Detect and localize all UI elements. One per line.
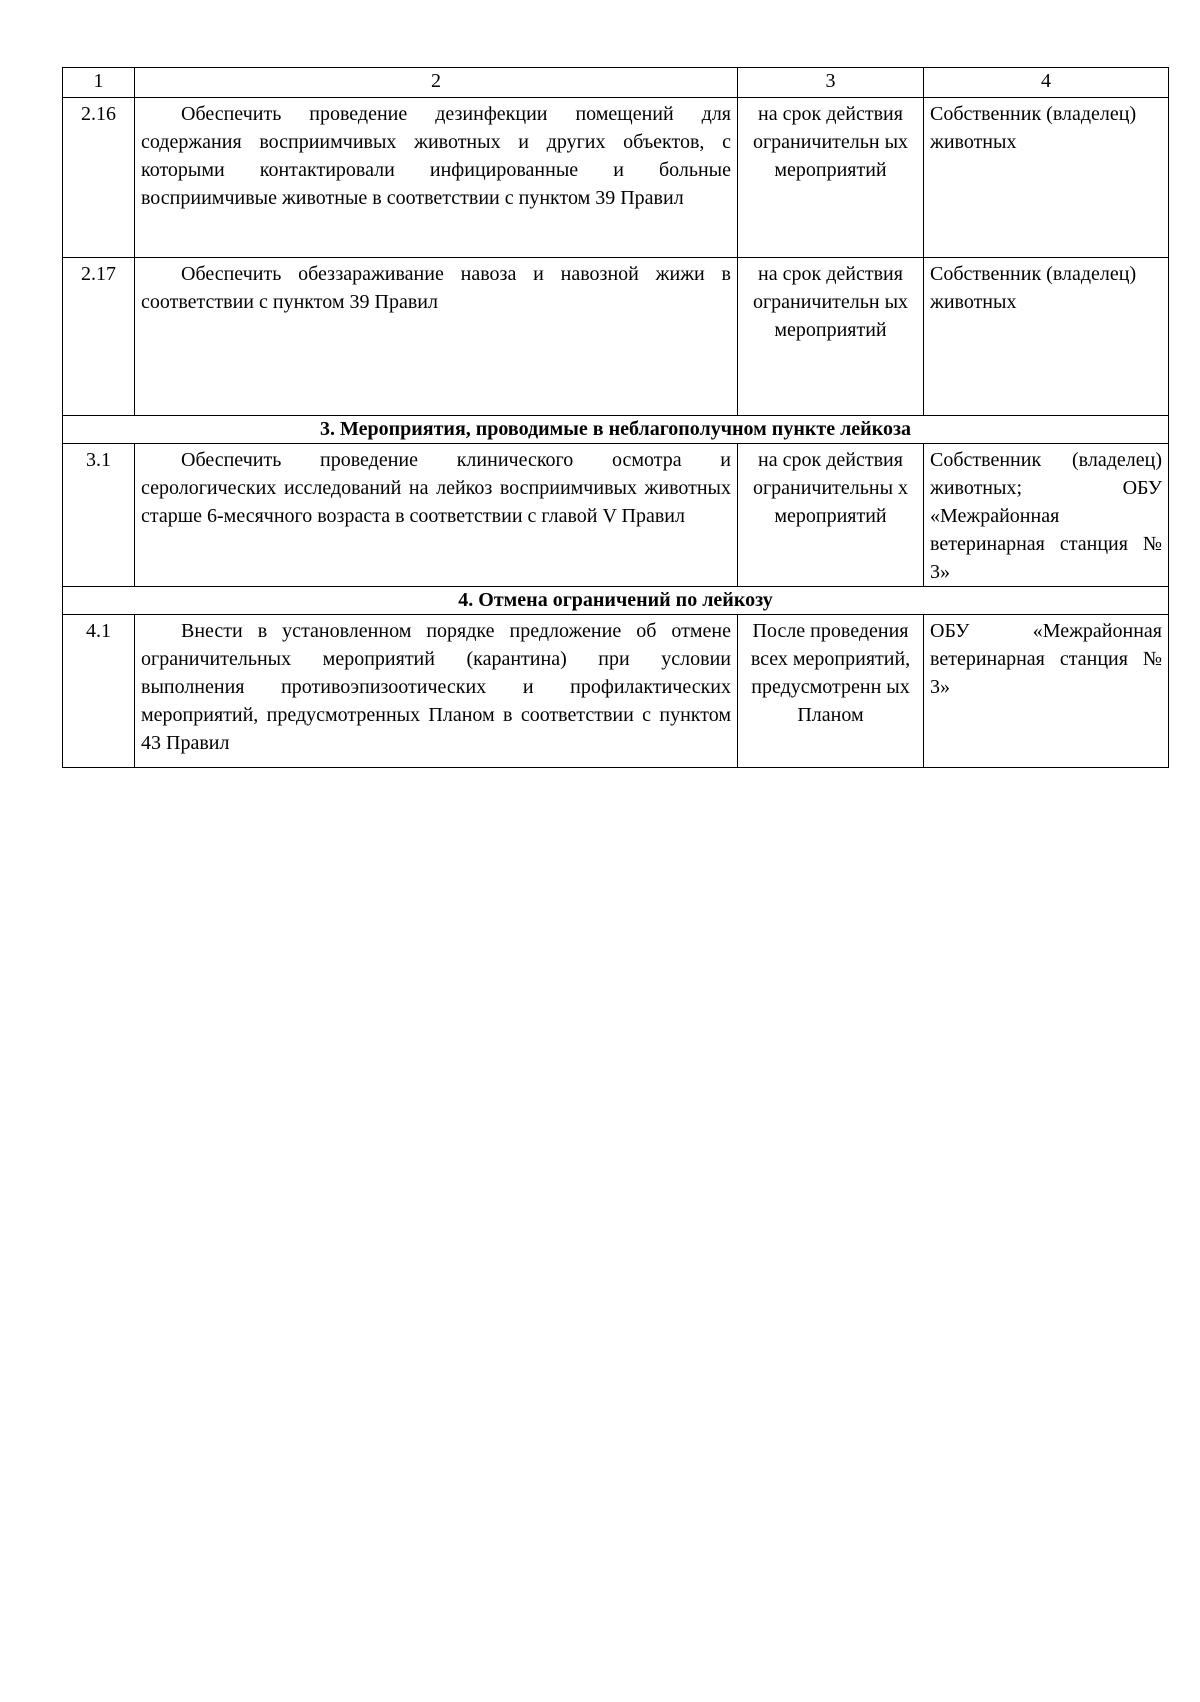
- item-number: 2.16: [63, 98, 135, 258]
- item-responsible: Собственник (владелец) животных; ОБУ «Межрайонная ветеринарная станция № 3»: [924, 444, 1169, 587]
- item-responsible: ОБУ «Межрайонная ветеринарная станция № 3»: [924, 615, 1169, 768]
- item-responsible: Собственник (владелец) животных: [924, 258, 1169, 416]
- section-heading-row: [63, 587, 1169, 615]
- table-row: [63, 258, 1169, 416]
- table-row: [63, 98, 1169, 258]
- item-term: на срок действия ограничительн ых мероприятий: [738, 98, 924, 258]
- item-number: 4.1: [63, 615, 135, 768]
- item-text: Обеспечить проведение клинического осмотра и серологических исследований на лейкоз восприимчивых животных старше 6-месячного возраста в соответствии с главой V Правил: [135, 444, 738, 587]
- item-term: на срок действия ограничительн ых мероприятий: [738, 258, 924, 416]
- column-number-2: 2: [135, 68, 738, 98]
- item-term: После проведения всех мероприятий, предусмотренн ых Планом: [738, 615, 924, 768]
- section-heading-3: 3. Мероприятия, проводимые в неблагополучном пункте лейкоза: [63, 416, 1169, 444]
- item-responsible: Собственник (владелец) животных: [924, 98, 1169, 258]
- item-text: Обеспечить проведение дезинфекции помещений для содержания восприимчивых животных и других объектов, с которыми контактировали инфицированные и больные восприимчивые животные в соответствии с пунктом 39 Правил: [135, 98, 738, 258]
- item-text: Внести в установленном порядке предложение об отмене ограничительных мероприятий (карантина) при условии выполнения противоэпизоотических и профилактических мероприятий, предусмотренных Планом в соответствии с пунктом 43 Правил: [135, 615, 738, 768]
- section-heading-4: 4. Отмена ограничений по лейкозу: [63, 587, 1169, 615]
- item-term: на срок действия ограничительны х мероприятий: [738, 444, 924, 587]
- measures-table: [62, 67, 1169, 768]
- item-number: 2.17: [63, 258, 135, 416]
- column-number-row: [63, 68, 1169, 98]
- table-row: [63, 615, 1169, 768]
- item-number: 3.1: [63, 444, 135, 587]
- column-number-4: 4: [924, 68, 1169, 98]
- table-row: [63, 444, 1169, 587]
- item-text: Обеспечить обеззараживание навоза и навозной жижи в соответствии с пунктом 39 Правил: [135, 258, 738, 416]
- section-heading-row: [63, 416, 1169, 444]
- column-number-3: 3: [738, 68, 924, 98]
- column-number-1: 1: [63, 68, 135, 98]
